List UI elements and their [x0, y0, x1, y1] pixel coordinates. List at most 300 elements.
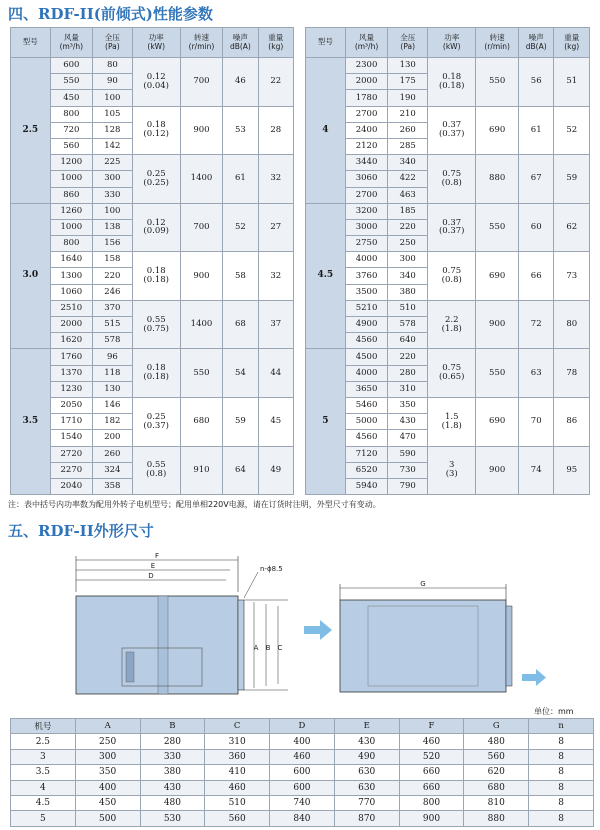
airflow-cell: 4560 [345, 430, 388, 446]
speed-cell: 900 [476, 300, 519, 349]
pressure-cell: 210 [388, 106, 428, 122]
dim-cell: 8 [529, 795, 594, 810]
dim-cell: 400 [75, 780, 140, 795]
pressure-cell: 128 [93, 122, 133, 138]
airflow-cell: 4000 [345, 365, 388, 381]
airflow-cell: 3440 [345, 155, 388, 171]
weight-cell: 49 [258, 446, 293, 495]
weight-cell: 86 [554, 397, 590, 446]
dim-header-cell: n [529, 719, 594, 734]
pressure-cell: 578 [388, 317, 428, 333]
pressure-cell: 310 [388, 381, 428, 397]
dim-cell: 480 [140, 795, 205, 810]
noise-cell: 70 [518, 397, 554, 446]
model-cell: 3.0 [11, 203, 51, 349]
header-unit: (Pa) [105, 41, 120, 51]
power-alt-value: (0.75) [143, 323, 169, 334]
airflow-cell: 1760 [50, 349, 92, 365]
noise-cell: 63 [518, 349, 554, 398]
dim-cell: 660 [399, 780, 464, 795]
dim-cell: 800 [399, 795, 464, 810]
dim-cell: 460 [205, 780, 270, 795]
airflow-cell: 4560 [345, 333, 388, 349]
dim-cell: 810 [464, 795, 529, 810]
table-row [11, 155, 294, 171]
power-value: 0.12 [146, 217, 166, 228]
airflow-cell: 3060 [345, 171, 388, 187]
weight-cell: 28 [258, 106, 293, 155]
pressure-cell: 100 [93, 203, 133, 219]
model-cell: 4 [306, 58, 346, 204]
airflow-cell: 720 [50, 122, 92, 138]
power-alt-value: (1.8) [441, 420, 462, 431]
unit-label: 单位：mm [534, 707, 574, 716]
header-unit: (kg) [564, 41, 580, 51]
dim-cell: 8 [529, 734, 594, 749]
airflow-cell: 2050 [50, 397, 92, 413]
airflow-cell: 2720 [50, 446, 92, 462]
noise-cell: 68 [223, 300, 258, 349]
dim-header-cell: A [75, 719, 140, 734]
power-value: 0.75 [442, 363, 462, 374]
table-row [306, 252, 590, 268]
airflow-cell: 800 [50, 236, 92, 252]
header-cell [388, 28, 428, 58]
header-unit: (r/min) [188, 41, 215, 51]
table-header-row [306, 28, 590, 58]
table-note: 注：表中括号内功率数为配用外转子电机型号；配用单相220V电源，请在订货时注明，外型尺寸有变动。 [8, 500, 381, 509]
dim-header-cell: D [270, 719, 335, 734]
noise-cell: 64 [223, 446, 258, 495]
airflow-cell: 1780 [345, 90, 388, 106]
power-value: 0.37 [442, 217, 462, 228]
header-label: 转速 [489, 32, 505, 42]
header-cell [180, 28, 222, 58]
dim-cell: 4.5 [11, 795, 76, 810]
dim-cell: 3 [11, 749, 76, 764]
dim-cell: 900 [399, 811, 464, 826]
dim-cell: 460 [270, 749, 335, 764]
dim-cell: 300 [75, 749, 140, 764]
dim-cell: 330 [140, 749, 205, 764]
pressure-cell: 90 [93, 74, 133, 90]
section-title-performance: 四、RDF-II(前倾式)性能参数 [8, 5, 213, 23]
dim-cell: 770 [334, 795, 399, 810]
pressure-cell: 430 [388, 414, 428, 430]
fan-housing-side [76, 596, 238, 694]
pressure-cell: 100 [93, 90, 133, 106]
airflow-cell: 1060 [50, 284, 92, 300]
airflow-cell: 2700 [345, 187, 388, 203]
dim-cell: 8 [529, 749, 594, 764]
dim-label-b: B [265, 644, 271, 652]
hole-note: n-ϕ8.5 [260, 565, 283, 573]
power-cell [428, 58, 476, 107]
power-alt-value: (0.18) [143, 275, 169, 286]
pressure-cell: 175 [388, 74, 428, 90]
header-cell [223, 28, 258, 58]
table-row [11, 397, 294, 413]
dim-header-cell: B [140, 719, 205, 734]
speed-cell: 690 [476, 397, 519, 446]
table-row [306, 349, 590, 365]
power-cell [132, 58, 180, 107]
airflow-cell: 5000 [345, 414, 388, 430]
noise-cell: 53 [223, 106, 258, 155]
pressure-cell: 138 [93, 219, 133, 235]
airflow-cell: 5460 [345, 397, 388, 413]
power-cell [428, 155, 476, 204]
dim-row [11, 811, 594, 826]
dim-row [11, 749, 594, 764]
header-label: 功率 [148, 32, 164, 42]
section-title-dimensions: 五、RDF-II外形尺寸 [8, 522, 154, 540]
airflow-cell: 2040 [50, 478, 92, 494]
pressure-cell: 515 [93, 317, 133, 333]
pressure-cell: 260 [93, 446, 133, 462]
dim-cell: 520 [399, 749, 464, 764]
power-value: 0.18 [146, 363, 166, 374]
noise-cell: 56 [518, 58, 554, 107]
pressure-cell: 80 [93, 58, 133, 74]
power-alt-value: (3) [445, 469, 458, 480]
weight-cell: 51 [554, 58, 590, 107]
pressure-cell: 340 [388, 155, 428, 171]
airflow-cell: 3000 [345, 219, 388, 235]
speed-cell: 700 [180, 58, 222, 107]
noise-cell: 74 [518, 446, 554, 495]
model-cell: 4.5 [306, 203, 346, 349]
speed-cell: 690 [476, 106, 519, 155]
header-label: 重量 [564, 32, 580, 42]
pressure-cell: 220 [93, 268, 133, 284]
table-row [306, 300, 590, 316]
power-cell [132, 397, 180, 446]
dim-cell: 840 [270, 811, 335, 826]
header-label: 风量 [63, 32, 79, 42]
dim-cell: 360 [205, 749, 270, 764]
airflow-out-arrow [522, 669, 546, 686]
pressure-cell: 220 [388, 219, 428, 235]
header-label: 风量 [359, 32, 375, 42]
pressure-cell: 380 [388, 284, 428, 300]
header-unit: (m³/h) [59, 41, 84, 51]
side-view [76, 552, 288, 694]
noise-cell: 67 [518, 155, 554, 204]
airflow-cell: 3650 [345, 381, 388, 397]
airflow-cell: 450 [50, 90, 92, 106]
header-unit: dB(A) [525, 41, 547, 51]
airflow-cell: 1370 [50, 365, 92, 381]
airflow-cell: 600 [50, 58, 92, 74]
header-label: 噪声 [528, 32, 544, 42]
model-cell: 3.5 [11, 349, 51, 495]
dim-cell: 490 [334, 749, 399, 764]
dim-label-d: D [148, 572, 154, 580]
front-view [340, 580, 512, 692]
power-alt-value: (0.18) [143, 372, 169, 383]
airflow-cell: 3200 [345, 203, 388, 219]
header-cell [428, 28, 476, 58]
power-cell [428, 397, 476, 446]
table-row [306, 106, 590, 122]
power-alt-value: (0.37) [438, 226, 465, 237]
dim-cell: 310 [205, 734, 270, 749]
dim-row [11, 780, 594, 795]
pressure-cell: 578 [93, 333, 133, 349]
airflow-cell: 2750 [345, 236, 388, 252]
weight-cell: 78 [554, 349, 590, 398]
noise-cell: 61 [518, 106, 554, 155]
weight-cell: 27 [258, 203, 293, 252]
header-unit: (kW) [442, 41, 461, 51]
dim-cell: 560 [205, 811, 270, 826]
airflow-cell: 560 [50, 138, 92, 154]
dim-label-g: G [420, 580, 426, 588]
power-value: 0.55 [146, 314, 166, 325]
pressure-cell: 510 [388, 300, 428, 316]
power-cell [428, 300, 476, 349]
header-cell [132, 28, 180, 58]
speed-cell: 900 [476, 446, 519, 495]
table-row [11, 349, 294, 365]
performance-table-left [10, 27, 294, 495]
dim-cell: 3.5 [11, 765, 76, 780]
dim-row [11, 795, 594, 810]
weight-cell: 45 [258, 397, 293, 446]
airflow-cell: 2270 [50, 462, 92, 478]
weight-cell: 22 [258, 58, 293, 107]
header-cell [554, 28, 590, 58]
dim-cell: 430 [334, 734, 399, 749]
speed-cell: 900 [180, 252, 222, 301]
power-alt-value: (0.8) [441, 177, 462, 188]
pressure-cell: 285 [388, 138, 428, 154]
dimension-drawing [58, 548, 558, 698]
header-cell [258, 28, 293, 58]
pressure-cell: 182 [93, 414, 133, 430]
dim-row [11, 765, 594, 780]
header-cell [345, 28, 388, 58]
airflow-cell: 2510 [50, 300, 92, 316]
dim-cell: 740 [270, 795, 335, 810]
weight-cell: 52 [554, 106, 590, 155]
table-row [306, 397, 590, 413]
speed-cell: 690 [476, 252, 519, 301]
dim-label-a: A [253, 644, 259, 652]
pressure-cell: 130 [388, 58, 428, 74]
power-value: 0.25 [146, 411, 166, 422]
dim-cell: 600 [270, 780, 335, 795]
speed-cell: 880 [476, 155, 519, 204]
pressure-cell: 324 [93, 462, 133, 478]
airflow-cell: 2000 [50, 317, 92, 333]
dim-label-c: C [277, 644, 283, 652]
power-cell [132, 106, 180, 155]
fan-housing-front [340, 600, 506, 692]
dim-cell: 8 [529, 765, 594, 780]
pressure-cell: 158 [93, 252, 133, 268]
performance-table-right [305, 27, 590, 495]
power-alt-value: (0.09) [143, 226, 169, 237]
header-cell [93, 28, 133, 58]
power-value: 0.37 [442, 120, 462, 131]
speed-cell: 910 [180, 446, 222, 495]
dim-cell: 5 [11, 811, 76, 826]
speed-cell: 1400 [180, 300, 222, 349]
airflow-cell: 1000 [50, 219, 92, 235]
pressure-cell: 190 [388, 90, 428, 106]
power-cell [428, 203, 476, 252]
airflow-cell: 860 [50, 187, 92, 203]
power-value: 0.75 [442, 266, 462, 277]
power-alt-value: (0.37) [438, 129, 465, 140]
power-cell [132, 446, 180, 495]
header-label: 转速 [193, 32, 209, 42]
speed-cell: 550 [476, 349, 519, 398]
table-row [11, 106, 294, 122]
power-alt-value: (0.18) [438, 80, 465, 91]
noise-cell: 46 [223, 58, 258, 107]
header-unit: dB(A) [229, 41, 251, 51]
noise-cell: 60 [518, 203, 554, 252]
pressure-cell: 358 [93, 478, 133, 494]
power-cell [428, 446, 476, 495]
airflow-cell: 1300 [50, 268, 92, 284]
noise-cell: 54 [223, 349, 258, 398]
noise-cell: 66 [518, 252, 554, 301]
dim-header-cell: G [464, 719, 529, 734]
airflow-cell: 5210 [345, 300, 388, 316]
airflow-cell: 1200 [50, 155, 92, 171]
table-row [11, 203, 294, 219]
power-value: 0.18 [442, 71, 462, 82]
airflow-in-arrow [304, 620, 332, 640]
noise-cell: 52 [223, 203, 258, 252]
speed-cell: 1400 [180, 155, 222, 204]
pressure-cell: 220 [388, 349, 428, 365]
power-cell [428, 106, 476, 155]
table-row [306, 58, 590, 74]
dim-cell: 480 [464, 734, 529, 749]
header-label: 功率 [444, 32, 460, 42]
pressure-cell: 730 [388, 462, 428, 478]
table-row [306, 155, 590, 171]
header-label: 全压 [400, 32, 416, 42]
header-unit: (kW) [147, 41, 166, 51]
pressure-cell: 300 [93, 171, 133, 187]
dim-header-cell: F [399, 719, 464, 734]
power-value: 2.2 [444, 314, 459, 325]
power-cell [132, 203, 180, 252]
noise-cell: 61 [223, 155, 258, 204]
airflow-cell: 2120 [345, 138, 388, 154]
pressure-cell: 300 [388, 252, 428, 268]
dim-label-f: F [154, 552, 160, 560]
power-value: 3 [449, 460, 455, 471]
dim-cell: 4 [11, 780, 76, 795]
table-header-row [11, 28, 294, 58]
dim-row [11, 734, 594, 749]
pressure-cell: 340 [388, 268, 428, 284]
dim-header-row [11, 719, 594, 734]
pressure-cell: 250 [388, 236, 428, 252]
dim-cell: 630 [334, 765, 399, 780]
dim-header-cell: E [334, 719, 399, 734]
airflow-cell: 1000 [50, 171, 92, 187]
power-alt-value: (0.8) [441, 275, 462, 286]
pressure-cell: 225 [93, 155, 133, 171]
dim-cell: 600 [270, 765, 335, 780]
power-alt-value: (0.12) [143, 129, 169, 140]
dim-cell: 2.5 [11, 734, 76, 749]
power-alt-value: (0.37) [143, 420, 169, 431]
power-alt-value: (0.25) [143, 177, 169, 188]
weight-cell: 32 [258, 155, 293, 204]
power-cell [132, 252, 180, 301]
airflow-cell: 550 [50, 74, 92, 90]
pressure-cell: 200 [93, 430, 133, 446]
airflow-cell: 2700 [345, 106, 388, 122]
power-cell [132, 349, 180, 398]
header-unit: (r/min) [484, 41, 510, 51]
table-row [11, 300, 294, 316]
pressure-cell: 118 [93, 365, 133, 381]
dim-cell: 510 [205, 795, 270, 810]
pressure-cell: 280 [388, 365, 428, 381]
header-cell [518, 28, 554, 58]
header-cell [476, 28, 519, 58]
power-alt-value: (0.65) [438, 372, 465, 383]
pressure-cell: 130 [93, 381, 133, 397]
header-label: 全压 [104, 32, 120, 42]
dim-cell: 530 [140, 811, 205, 826]
dim-cell: 460 [399, 734, 464, 749]
pressure-cell: 590 [388, 446, 428, 462]
noise-cell: 59 [223, 397, 258, 446]
pressure-cell: 185 [388, 203, 428, 219]
dim-cell: 870 [334, 811, 399, 826]
model-cell: 5 [306, 349, 346, 495]
dim-header-cell: 机号 [11, 719, 76, 734]
airflow-cell: 5940 [345, 478, 388, 494]
pressure-cell: 260 [388, 122, 428, 138]
dim-cell: 660 [399, 765, 464, 780]
header-model: 型号 [306, 28, 346, 58]
pressure-cell: 156 [93, 236, 133, 252]
header-label: 噪声 [232, 32, 248, 42]
table-row [306, 203, 590, 219]
airflow-cell: 4900 [345, 317, 388, 333]
dimension-table [10, 718, 594, 827]
speed-cell: 700 [180, 203, 222, 252]
dim-cell: 250 [75, 734, 140, 749]
dim-label-e: E [150, 562, 156, 570]
airflow-cell: 1260 [50, 203, 92, 219]
dim-cell: 500 [75, 811, 140, 826]
power-cell [132, 155, 180, 204]
weight-cell: 62 [554, 203, 590, 252]
weight-cell: 32 [258, 252, 293, 301]
dim-cell: 350 [75, 765, 140, 780]
power-value: 0.12 [146, 71, 166, 82]
power-alt-value: (0.8) [146, 469, 167, 480]
model-cell: 2.5 [11, 58, 51, 204]
header-model: 型号 [11, 28, 51, 58]
table-row [11, 446, 294, 462]
power-value: 0.18 [146, 120, 166, 131]
airflow-cell: 2000 [345, 74, 388, 90]
